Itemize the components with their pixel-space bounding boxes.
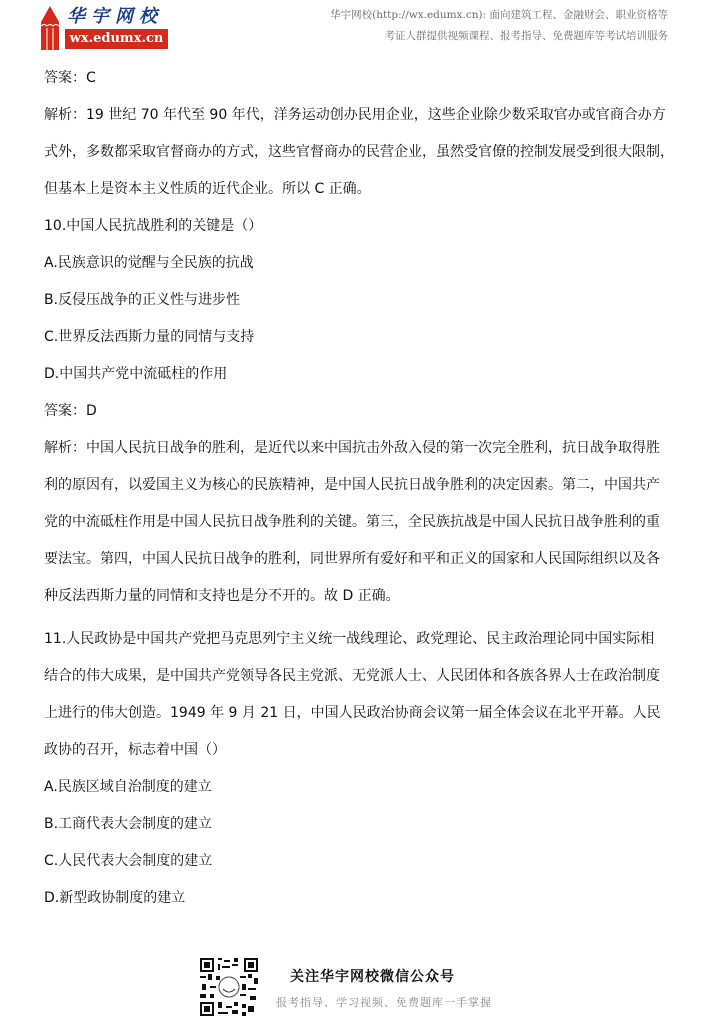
q10-analysis-line: 要法宝。第四，中国人民抗日战争的胜利，同世界所有爱好和平和正义的国家和人民国际组织以及各 [44,551,660,567]
q11-option-a: A.民族区域自治制度的建立 [44,779,212,795]
q10-analysis-line: 党的中流砥柱作用是中国人民抗日战争胜利的关键。第三，全民族抗战是中国人民抗日战争胜利的重 [44,514,660,530]
q10-option-b: B.反侵压战争的正义性与进步性 [44,292,241,308]
previous-answer: 答案：C [44,70,96,86]
previous-analysis-line: 式外，多数都采取官督商办的方式，这些官督商办的民营企业，虽然受官僚的控制发展受到很大限制， [44,144,674,160]
q11-option-b: B.工商代表大会制度的建立 [44,816,213,832]
q10-answer: 答案：D [44,403,97,419]
previous-analysis-line: 解析：19 世纪 70 年代至 90 年代，洋务运动创办民用企业，这些企业除少数采取官办或官商合办方 [44,107,666,123]
document-body [44,60,684,917]
question-10: 10.中国人民抗战胜利的关键是（） [44,218,263,234]
logo[interactable] [37,6,169,50]
question-11-line: 结合的伟大成果，是中国共产党领导各民主党派、无党派人士、人民团体和各族各界人士在政治制度 [44,668,660,684]
page-footer [200,958,520,1018]
logo-url: wx.edumx.cn [65,29,168,49]
logo-name: 华宇网校 [67,6,163,27]
question-11-line: 11.人民政协是中国共产党把马克思列宁主义统一战线理论、政党理论、民主政治理论同中国实际相 [44,631,655,647]
q10-analysis-line: 解析：中国人民抗日战争的胜利，是近代以来中国抗击外敌入侵的第一次完全胜利，抗日战争取得胜 [44,440,660,456]
footer-subtitle: 报考指导、学习视频、免费题库一手掌握 [276,996,492,1009]
header-tagline-2: 考证人群提供视频课程、报考指导、免费题库等考试培训服务 [384,30,668,42]
q10-analysis-line: 利的原因有，以爱国主义为核心的民族精神，是中国人民抗日战争胜利的决定因素。第二，中国共产 [44,477,660,493]
question-11-line: 政协的召开，标志着中国（） [44,742,226,758]
q10-option-d: D.中国共产党中流砥柱的作用 [44,366,228,382]
pencil-logo-icon [37,6,63,50]
q10-option-c: C.世界反法西斯力量的同情与支持 [44,329,255,345]
footer-title: 关注华宇网校微信公众号 [290,969,455,985]
header-tagline-1: 华宇网校(http://wx.edumx.cn): 面向建筑工程、金融财会、职业资格等 [330,9,668,21]
previous-analysis-line: 但基本上是资本主义性质的近代企业。所以 C 正确。 [44,181,371,197]
page-header [0,0,724,54]
q10-option-a: A.民族意识的觉醒与全民族的抗战 [44,255,254,271]
qr-code-icon[interactable] [200,958,258,1016]
q10-analysis-line: 种反法西斯力量的同情和支持也是分不开的。故 D 正确。 [44,588,400,604]
question-11-line: 上进行的伟大创造。1949 年 9 月 21 日，中国人民政治协商会议第一届全体会议在北平开幕。人民 [44,705,661,721]
q11-option-d: D.新型政协制度的建立 [44,890,186,906]
q11-option-c: C.人民代表大会制度的建立 [44,853,213,869]
